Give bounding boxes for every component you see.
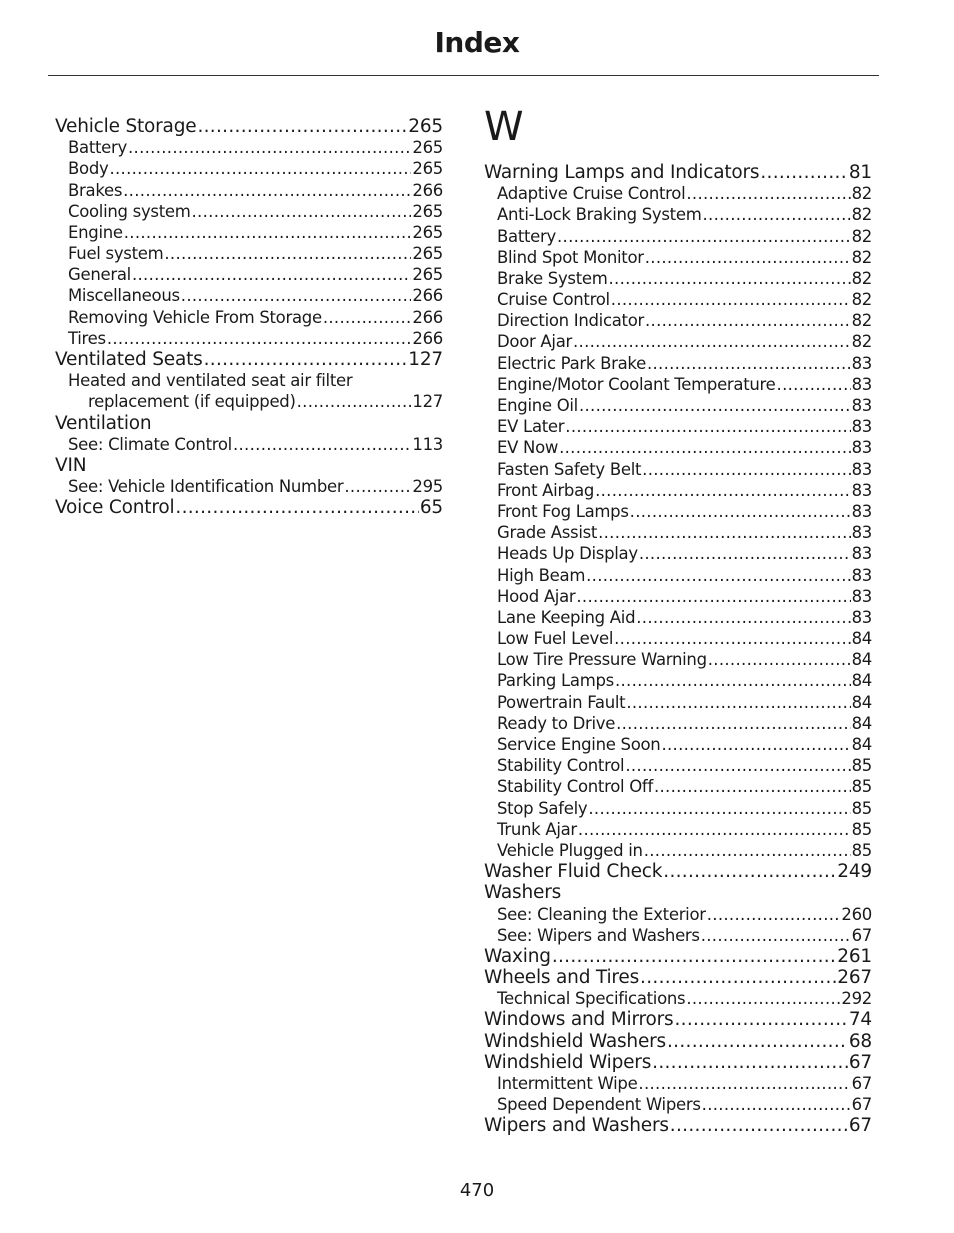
- entry-label: Stability Control: [497, 756, 625, 776]
- entry-page: 83: [851, 438, 872, 458]
- dot-leader: [323, 307, 412, 328]
- dot-leader: [702, 1094, 851, 1115]
- dot-leader: [132, 264, 411, 285]
- index-entry: [55, 349, 443, 370]
- entry-page: 83: [851, 523, 872, 543]
- entry-page: 83: [851, 544, 872, 564]
- entry-page: 265: [412, 138, 443, 158]
- entry-page: 127: [412, 392, 443, 412]
- entry-page: 74: [848, 1009, 872, 1031]
- entry-label: See: Vehicle Identification Number: [68, 477, 344, 497]
- entry-label: See: Wipers and Washers: [497, 925, 700, 945]
- entry-label: Engine/Motor Coolant Temperature: [497, 374, 776, 394]
- dot-leader: [639, 543, 851, 564]
- index-subentry: [484, 289, 872, 310]
- index-heading: VIN: [55, 455, 87, 476]
- entry-label: Cruise Control: [497, 290, 610, 310]
- entry-page: 83: [851, 565, 872, 585]
- index-subentry: [484, 247, 872, 268]
- entry-label: EV Now: [497, 438, 559, 458]
- index-entry: [484, 1052, 872, 1073]
- dot-leader: [128, 137, 411, 158]
- entry-page: 85: [851, 819, 872, 839]
- dot-leader: [204, 349, 408, 370]
- dot-leader: [595, 480, 851, 501]
- entry-label: Heads Up Display: [497, 544, 638, 564]
- index-entry: [55, 116, 443, 137]
- dot-leader: [344, 476, 411, 497]
- index-subentry: [484, 459, 872, 480]
- dot-leader: [124, 222, 412, 243]
- dot-leader: [636, 607, 850, 628]
- dot-leader: [760, 162, 848, 183]
- entry-label: Electric Park Brake: [497, 353, 646, 373]
- dot-leader: [616, 713, 851, 734]
- entry-label: Service Engine Soon: [497, 735, 661, 755]
- entry-label: Door Ajar: [497, 332, 572, 352]
- entry-page: 292: [841, 989, 872, 1009]
- dot-leader: [675, 1010, 848, 1031]
- entry-label: Battery: [497, 226, 556, 246]
- index-subentry: [484, 480, 872, 501]
- entry-label: Waxing: [484, 945, 551, 967]
- entry-page: 82: [851, 184, 872, 204]
- entry-label: Adaptive Cruise Control: [497, 184, 686, 204]
- dot-leader: [598, 522, 851, 543]
- index-entry: [484, 946, 872, 967]
- dot-leader: [777, 374, 851, 395]
- entry-label: EV Later: [497, 417, 565, 437]
- dot-leader: [175, 497, 418, 518]
- entry-page: 83: [851, 480, 872, 500]
- entry-page: 127: [408, 349, 443, 371]
- entry-label: Voice Control: [55, 497, 175, 519]
- entry-label: Low Tire Pressure Warning: [497, 650, 707, 670]
- entry-label: Ventilated Seats: [55, 349, 203, 371]
- entry-page: 82: [851, 268, 872, 288]
- entry-label: Brake System: [497, 268, 608, 288]
- index-subentry: [484, 204, 872, 225]
- dot-leader: [565, 416, 850, 437]
- entry-page: 113: [412, 434, 443, 454]
- entry-page: 82: [851, 226, 872, 246]
- index-subentry: [484, 522, 872, 543]
- index-subentry: [55, 307, 443, 328]
- index-subentry: [484, 713, 872, 734]
- index-subentry: [55, 158, 443, 179]
- entry-page: 266: [412, 307, 443, 327]
- entry-label: replacement (if equipped): [88, 392, 296, 412]
- dot-leader: [192, 201, 412, 222]
- entry-label: Grade Assist: [497, 523, 598, 543]
- index-subentry: [484, 374, 872, 395]
- entry-label: See: Climate Control: [68, 434, 232, 454]
- entry-page: 67: [848, 1051, 872, 1073]
- dot-leader: [645, 310, 851, 331]
- section-letter: W: [484, 104, 524, 150]
- index-subentry: [55, 201, 443, 222]
- dot-leader: [670, 1115, 848, 1136]
- index-subentry: [55, 180, 443, 201]
- index-subentry-continuation: [55, 391, 443, 412]
- entry-label: Speed Dependent Wipers: [497, 1095, 701, 1115]
- dot-leader: [625, 755, 850, 776]
- entry-label: Wheels and Tires: [484, 967, 640, 989]
- entry-page: 83: [851, 586, 872, 606]
- entry-page: 83: [851, 396, 872, 416]
- dot-leader: [707, 904, 841, 925]
- entry-page: 83: [851, 417, 872, 437]
- dot-leader: [630, 501, 851, 522]
- entry-page: 85: [851, 798, 872, 818]
- entry-label: Body: [68, 159, 109, 179]
- index-subentry: [55, 328, 443, 349]
- dot-leader: [667, 1031, 848, 1052]
- index-subentry: [484, 310, 872, 331]
- dot-leader: [645, 247, 851, 268]
- entry-page: 84: [851, 671, 872, 691]
- entry-label: Anti-Lock Braking System: [497, 205, 702, 225]
- dot-leader: [588, 798, 850, 819]
- dot-leader: [164, 243, 411, 264]
- entry-label: General: [68, 265, 131, 285]
- dot-leader: [644, 840, 851, 861]
- entry-page: 266: [412, 180, 443, 200]
- dot-leader: [557, 226, 851, 247]
- index-subentry: [484, 1094, 872, 1115]
- dot-leader: [642, 459, 850, 480]
- entry-label: Miscellaneous: [68, 286, 180, 306]
- index-subentry: [55, 286, 443, 307]
- index-column-right: [484, 104, 872, 1137]
- entry-label: Powertrain Fault: [497, 692, 626, 712]
- entry-label: Stability Control Off: [497, 777, 653, 797]
- entry-label: Warning Lamps and Indicators: [484, 162, 760, 183]
- index-subentry: [484, 543, 872, 564]
- dot-leader: [647, 353, 851, 374]
- entry-label: High Beam: [497, 565, 586, 585]
- entry-page: 265: [412, 244, 443, 264]
- entry-label: Direction Indicator: [497, 311, 644, 331]
- entry-label: Battery: [68, 138, 127, 158]
- entry-label: Low Fuel Level: [497, 629, 614, 649]
- index-column-left: [55, 116, 443, 519]
- index-subentry: [55, 243, 443, 264]
- index-subentry: [484, 755, 872, 776]
- entry-page: 83: [851, 459, 872, 479]
- index-subentry: [484, 628, 872, 649]
- entry-page: 82: [851, 332, 872, 352]
- entry-label: Engine: [68, 222, 123, 242]
- entry-page: 82: [851, 247, 872, 267]
- entry-label: Tires: [68, 328, 106, 348]
- dot-leader: [611, 289, 851, 310]
- dot-leader: [559, 437, 851, 458]
- entry-label: Trunk Ajar: [497, 819, 577, 839]
- entry-page: 266: [412, 328, 443, 348]
- dot-leader: [615, 671, 851, 692]
- page-title: Index: [434, 26, 520, 59]
- entry-page: 260: [841, 904, 872, 924]
- entry-page: 65: [419, 497, 443, 519]
- entry-page: 67: [851, 1095, 872, 1115]
- dot-leader: [573, 332, 851, 353]
- entry-page: 67: [851, 1074, 872, 1094]
- entry-page: 261: [837, 945, 872, 967]
- entry-page: 82: [851, 290, 872, 310]
- entry-page: 81: [848, 162, 872, 183]
- entry-label: Intermittent Wipe: [497, 1074, 638, 1094]
- entry-label: See: Cleaning the Exterior: [497, 904, 706, 924]
- dot-leader: [552, 946, 836, 967]
- entry-page: 83: [851, 607, 872, 627]
- dot-leader: [654, 776, 851, 797]
- index-subentry: [484, 226, 872, 247]
- entry-label: Stop Safely: [497, 798, 588, 818]
- index-subentry: [484, 798, 872, 819]
- index-entry: [484, 1010, 872, 1031]
- entry-label: Vehicle Storage: [55, 116, 197, 137]
- dot-leader: [107, 328, 412, 349]
- index-subentry: [484, 437, 872, 458]
- entry-page: 85: [851, 840, 872, 860]
- index-subentry: [484, 183, 872, 204]
- entry-page: 265: [412, 265, 443, 285]
- dot-leader: [640, 967, 836, 988]
- index-subentry: [55, 476, 443, 497]
- dot-leader: [708, 649, 851, 670]
- entry-page: 249: [837, 861, 872, 883]
- entry-page: 85: [851, 777, 872, 797]
- index-subentry: [484, 904, 872, 925]
- entry-page: 83: [851, 374, 872, 394]
- dot-leader: [579, 395, 851, 416]
- index-entry: [484, 1031, 872, 1052]
- title-divider: [48, 75, 879, 76]
- entry-label: Washer Fluid Check: [484, 861, 663, 883]
- index-heading: Ventilation: [55, 412, 152, 434]
- entry-page: 267: [837, 967, 872, 989]
- page-number: 470: [459, 1180, 495, 1201]
- index-subentry: [484, 332, 872, 353]
- entry-label: Cooling system: [68, 201, 191, 221]
- index-subentry-first-line: Heated and ventilated seat air filter: [68, 371, 353, 391]
- dot-leader: [109, 158, 411, 179]
- index-subentry: [55, 434, 443, 455]
- dot-leader: [123, 180, 411, 201]
- entry-page: 85: [851, 756, 872, 776]
- entry-page: 82: [851, 311, 872, 331]
- entry-label: Wipers and Washers: [484, 1115, 669, 1137]
- index-subentry: [484, 353, 872, 374]
- entry-page: 84: [851, 735, 872, 755]
- dot-leader: [576, 586, 850, 607]
- index-subentry: [484, 607, 872, 628]
- entry-page: 295: [412, 477, 443, 497]
- entry-page: 83: [851, 501, 872, 521]
- dot-leader: [197, 116, 407, 137]
- dot-leader: [181, 286, 412, 307]
- entry-label: Blind Spot Monitor: [497, 247, 644, 267]
- index-entry: [484, 162, 872, 183]
- index-subentry: [484, 776, 872, 797]
- entry-label: Hood Ajar: [497, 586, 576, 606]
- entry-page: 84: [851, 629, 872, 649]
- entry-label: Fasten Safety Belt: [497, 459, 642, 479]
- entry-page: 265: [412, 222, 443, 242]
- dot-leader: [609, 268, 851, 289]
- index-subentry: [484, 840, 872, 861]
- index-subentry: [484, 268, 872, 289]
- index-subentry: [484, 925, 872, 946]
- index-subentry: [484, 649, 872, 670]
- index-subentry: [55, 222, 443, 243]
- dot-leader: [661, 734, 850, 755]
- entry-label: Front Fog Lamps: [497, 501, 629, 521]
- entry-page: 265: [408, 116, 443, 137]
- dot-leader: [686, 988, 840, 1009]
- index-entry: [484, 967, 872, 988]
- index-subentry: [484, 692, 872, 713]
- index-subentry: [484, 501, 872, 522]
- dot-leader: [578, 819, 851, 840]
- entry-label: Brakes: [68, 180, 123, 200]
- index-subentry: [484, 565, 872, 586]
- dot-leader: [297, 391, 412, 412]
- entry-label: Removing Vehicle From Storage: [68, 307, 322, 327]
- entry-label: Windshield Wipers: [484, 1051, 652, 1073]
- index-subentry: [484, 416, 872, 437]
- entry-label: Lane Keeping Aid: [497, 607, 636, 627]
- index-subentry: [484, 671, 872, 692]
- entry-label: Technical Specifications: [497, 989, 686, 1009]
- entry-page: 266: [412, 286, 443, 306]
- index-entry: [55, 497, 443, 518]
- entry-label: Engine Oil: [497, 396, 578, 416]
- index-subentry: [484, 1073, 872, 1094]
- index-subentry: [484, 586, 872, 607]
- index-subentry: [484, 988, 872, 1009]
- index-entry: [484, 861, 872, 882]
- entry-label: Windshield Washers: [484, 1030, 666, 1052]
- dot-leader: [663, 861, 836, 882]
- entry-label: Front Airbag: [497, 480, 595, 500]
- entry-label: Ready to Drive: [497, 713, 616, 733]
- dot-leader: [614, 628, 850, 649]
- index-subentry: [484, 819, 872, 840]
- entry-page: 82: [851, 205, 872, 225]
- index-subentry: [484, 734, 872, 755]
- index-subentry: [55, 137, 443, 158]
- dot-leader: [701, 925, 851, 946]
- dot-leader: [233, 434, 411, 455]
- entry-page: 83: [851, 353, 872, 373]
- entry-page: 68: [848, 1030, 872, 1052]
- dot-leader: [652, 1052, 848, 1073]
- entry-label: Parking Lamps: [497, 671, 614, 691]
- entry-page: 84: [851, 650, 872, 670]
- entry-page: 265: [412, 159, 443, 179]
- index-subentry: [55, 264, 443, 285]
- entry-page: 67: [851, 925, 872, 945]
- entry-page: 265: [412, 201, 443, 221]
- entry-label: Vehicle Plugged in: [497, 840, 643, 860]
- index-heading: Washers: [484, 882, 562, 904]
- dot-leader: [702, 204, 850, 225]
- entry-label: Fuel system: [68, 244, 164, 264]
- entry-page: 67: [848, 1115, 872, 1137]
- entry-page: 84: [851, 692, 872, 712]
- dot-leader: [626, 692, 850, 713]
- dot-leader: [638, 1073, 850, 1094]
- dot-leader: [586, 565, 850, 586]
- entry-label: Windows and Mirrors: [484, 1009, 674, 1031]
- index-entry: [484, 1115, 872, 1136]
- entry-page: 84: [851, 713, 872, 733]
- index-subentry: [484, 395, 872, 416]
- dot-leader: [686, 183, 850, 204]
